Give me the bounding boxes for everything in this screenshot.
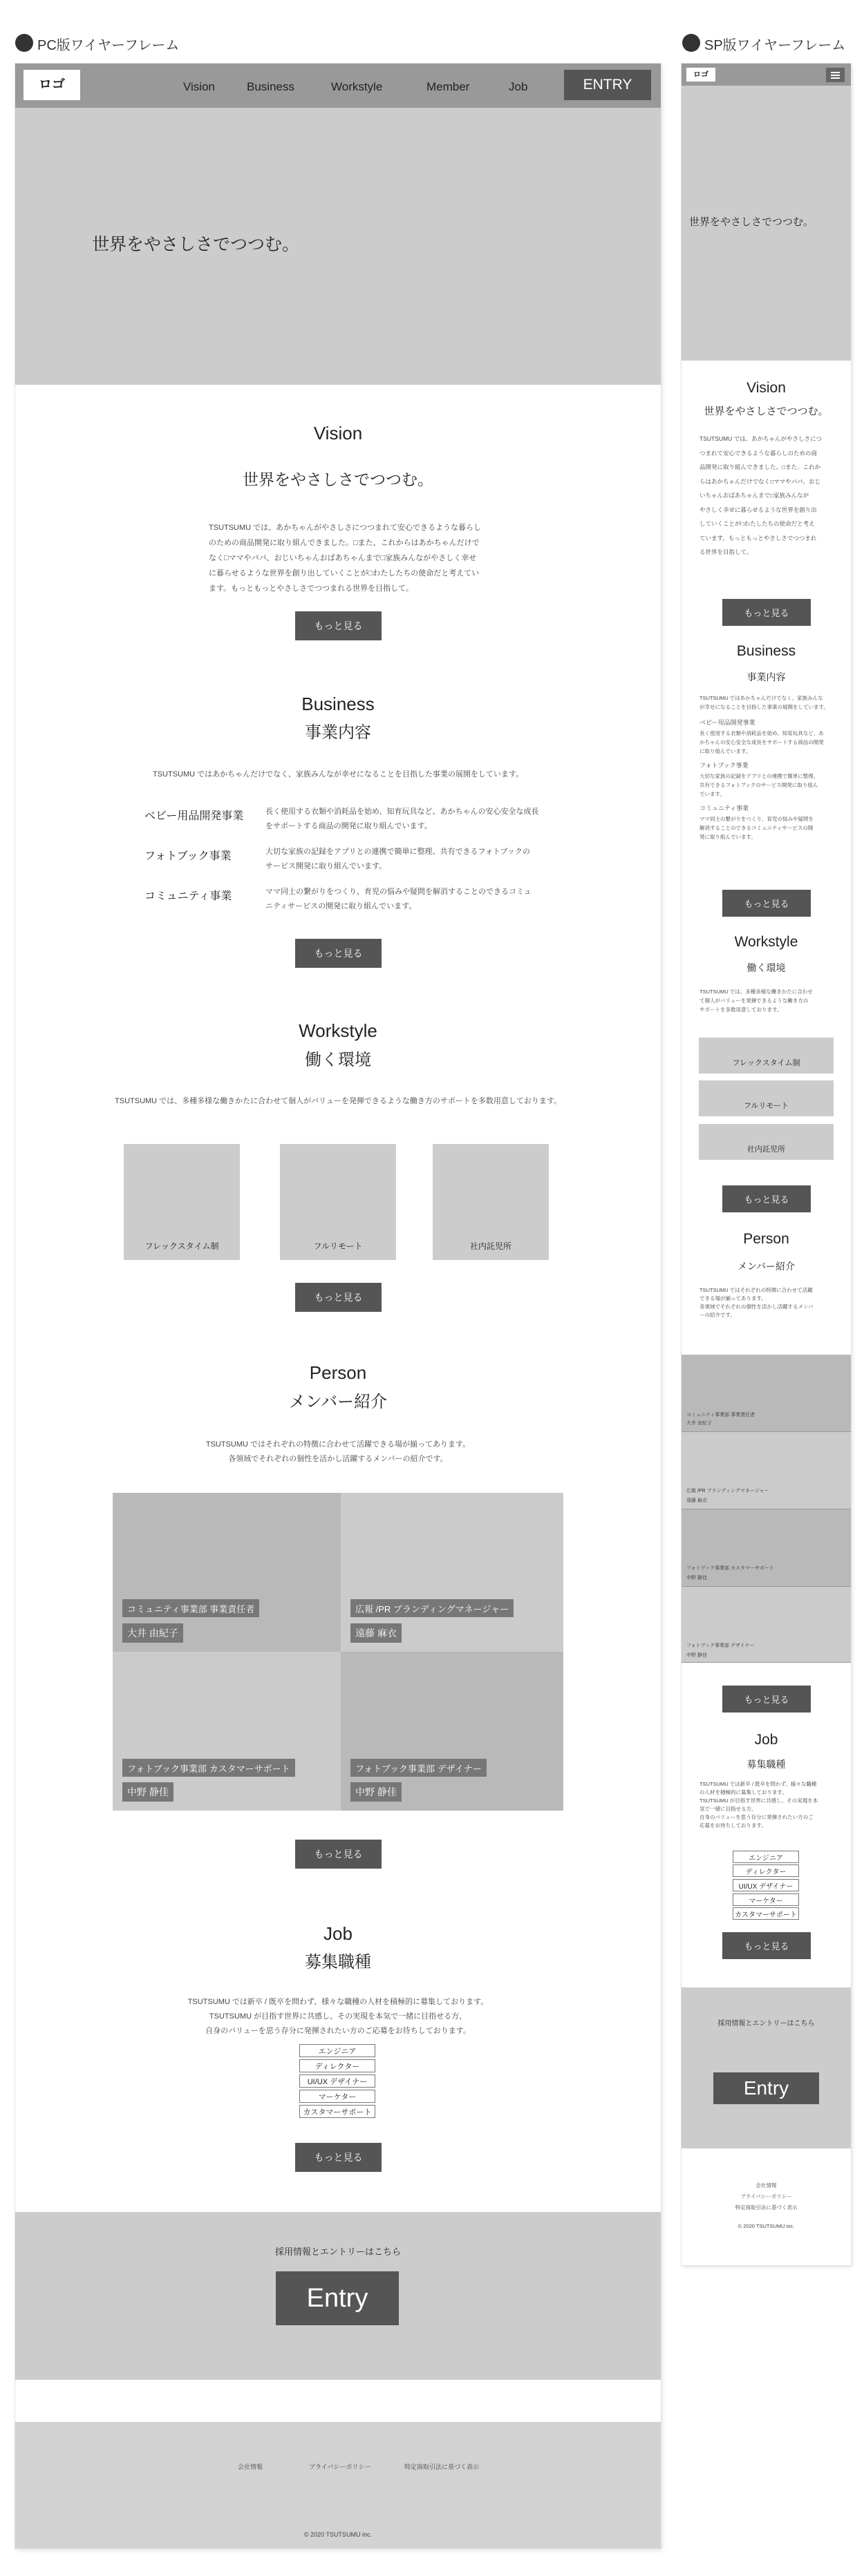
business-item-desc: [265, 885, 532, 914]
vision-body-line: TSUTSUMU では、あかちゃんがやさしさにつつまれて安心できるような暮らし: [209, 524, 481, 532]
sp-member-role: コミュニティ事業部 事業責任者: [686, 1413, 755, 1418]
business-item-desc: [265, 805, 539, 834]
footer-link-commerce[interactable]: 特定商取引法に基づく表示: [404, 2463, 480, 2470]
sp-job-title: Job: [754, 1732, 778, 1748]
vision-body-line: のための商品開発に取り組んできました。□また、これからはあかちゃんだけで: [209, 539, 480, 547]
sp-workstyle-card-remote[interactable]: [699, 1080, 834, 1116]
sp-business-item-name: ベビー用品開発事業: [699, 719, 755, 726]
sp-job-role-tag: マーケター: [733, 1893, 799, 1906]
nav-member[interactable]: Member: [426, 80, 470, 93]
member-role: フォトブック事業部 デザイナー: [350, 1759, 487, 1777]
sp-hero: [682, 86, 851, 361]
member-card[interactable]: [113, 1493, 341, 1652]
person-intro-line: 各領域でそれぞれの個性を活かし活躍するメンバーの紹介です。: [228, 1455, 448, 1463]
business-item-name: コミュニティ事業: [144, 890, 232, 902]
sp-job-role-tag: UI/UX デザイナー: [733, 1879, 799, 1891]
sp-member-card[interactable]: [682, 1432, 851, 1509]
sp-business-intro: [699, 694, 845, 712]
sp-business-desc-line: 長く使用する衣類や消耗品を始め、知育玩具など、あ: [699, 730, 824, 736]
sp-person-intro-line: できる場が揃ってあります。: [699, 1295, 767, 1301]
business-item-name: ベビー用品開発事業: [144, 810, 244, 822]
sp-footer: [682, 2148, 851, 2265]
job-intro-line: TSUTSUMU では新卒 / 既卒を問わず、様々な職種の人材を積極的に募集しております。: [187, 1998, 489, 2006]
vision-more-button[interactable]: もっと見る: [295, 611, 382, 640]
sp-workstyle-card-label: フルリモート: [743, 1102, 789, 1110]
sp-entry-banner: [682, 1987, 851, 2148]
sp-person-more-button[interactable]: もっと見る: [722, 1686, 811, 1712]
business-desc-line: ママ同士の繋がりをつくり、育児の悩みや疑問を解消することのできるコミュ: [265, 888, 532, 896]
sp-logo[interactable]: ロゴ: [686, 68, 715, 82]
sp-business-desc-line: 共有できるフォトブックのサービス開発に取り組ん: [699, 782, 818, 788]
sp-job-intro-line: の人材を積極的に募集しております。: [699, 1789, 787, 1795]
sp-person-intro-line: ーの紹介です。: [699, 1312, 735, 1318]
sp-person-intro: [699, 1286, 845, 1319]
sp-job-role-tag: カスタマーサポート: [733, 1907, 799, 1920]
job-role-tag: マーケター: [299, 2090, 375, 2103]
workstyle-card-label: フレックスタイム制: [144, 1241, 219, 1251]
pc-logo[interactable]: ロゴ: [24, 70, 80, 100]
person-intro: [15, 1438, 661, 1467]
person-title: Person: [309, 1362, 367, 1383]
job-intro-line: TSUTSUMU が目指す世界に共感し、その実現を本気で一緒に目指せる方、: [209, 2012, 467, 2021]
sp-footer-copyright: © 2020 TSUTSUMU inc.: [738, 2223, 795, 2229]
job-role-tag: UI/UX デザイナー: [299, 2074, 375, 2088]
sp-business-intro-line: が幸せになることを目指した事業の展開をしています。: [699, 704, 829, 710]
business-title: Business: [301, 694, 375, 714]
business-subtitle: 事業内容: [305, 723, 371, 742]
entry-banner-button[interactable]: Entry: [276, 2271, 399, 2325]
nav-business[interactable]: Business: [247, 80, 294, 93]
sp-workstyle-subtitle: 働く環境: [746, 962, 786, 973]
person-intro-line: TSUTSUMU ではそれぞれの特徴に合わせて活躍できる場が揃ってあります。: [205, 1440, 471, 1449]
sp-business-desc-line: かちゃんの安心安全な成長をサポートする商品の開発: [699, 739, 824, 745]
sp-person-subtitle: メンバー紹介: [737, 1261, 796, 1272]
member-name: 中野 静佳: [350, 1782, 402, 1802]
sp-vision-body-line: らはあかちゃんだけでなく□ママやパパ、おじ: [699, 477, 821, 485]
business-item-name: フォトブック事業: [144, 850, 232, 862]
sp-entry-banner-text: 採用情報とエントリーはこちら: [717, 2020, 815, 2028]
workstyle-card-label: 社内託児所: [469, 1241, 511, 1251]
sp-job-intro-line: TSUTSUMU では新卒 / 既卒を問わず、様々な職種: [699, 1781, 817, 1787]
member-role: コミュニティ事業部 事業責任者: [122, 1599, 259, 1617]
business-more-button[interactable]: もっと見る: [295, 939, 382, 968]
sp-vision-body: [699, 432, 838, 560]
workstyle-card-flextime[interactable]: [124, 1144, 240, 1260]
sp-workstyle-intro: [699, 987, 845, 1014]
sp-workstyle-intro-line: て個人がバリューを発揮できるような働き方の: [699, 998, 809, 1004]
sp-business-desc-line: でいます。: [699, 791, 725, 797]
sp-vision-more-button[interactable]: もっと見る: [722, 599, 811, 626]
sp-workstyle-more-button[interactable]: もっと見る: [722, 1185, 811, 1212]
sp-workstyle-card-label: フレックスタイム制: [732, 1059, 800, 1067]
sp-footer-link-privacy[interactable]: プライバシーポリシー: [740, 2193, 792, 2200]
sp-footer-link-commerce[interactable]: 特定商取引法に基づく表示: [735, 2204, 798, 2211]
sp-wireframe: [682, 64, 851, 2265]
footer-link-company[interactable]: 会社情報: [238, 2463, 263, 2470]
sp-member-role: 広報 /PR ブランディングマネージャー: [686, 1489, 769, 1494]
sp-job-intro-line: 気で一緒に目指せる方、: [699, 1806, 757, 1812]
sp-label-dot: [682, 34, 700, 52]
nav-vision[interactable]: Vision: [183, 80, 215, 93]
sp-hero-title: 世界をやさしさでつつむ。: [689, 216, 814, 228]
job-intro: [15, 1995, 661, 2039]
member-grid: [113, 1493, 563, 1811]
workstyle-card-remote[interactable]: [280, 1144, 396, 1260]
business-desc-line: サービス開発に取り組んでいます。: [265, 862, 387, 870]
sp-entry-banner-button[interactable]: Entry: [713, 2072, 819, 2104]
member-role: フォトブック事業部 カスタマーサポート: [122, 1759, 295, 1777]
sp-job-role-tag: エンジニア: [733, 1851, 799, 1863]
sp-job-intro-line: 応募をお待ちしております。: [699, 1822, 767, 1829]
sp-business-desc-line: 解消することのできるコミュニティサービスの開: [699, 825, 814, 831]
vision-body-line: ます。もっともっとやさしさでつつまれる世界を目指して。: [209, 584, 413, 593]
sp-member-name: 中野 静佳: [686, 1653, 707, 1658]
business-desc-line: 長く使用する衣類や消耗品を始め、知育玩具など、あかちゃんの安心安全な成長: [265, 808, 539, 816]
sp-business-subtitle: 事業内容: [746, 671, 786, 683]
vision-body-line: なく□ママやパパ、おじいちゃんおばあちゃんまで□家族みんながやさしく幸せ: [209, 554, 477, 562]
business-desc-line: ニティサービスの開発に取り組んでいます。: [265, 902, 417, 910]
member-name: 大井 由紀子: [122, 1623, 183, 1643]
vision-subtitle: 世界をやさしさでつつむ。: [243, 470, 433, 488]
sp-vision-body-line: ています。もっともっとやさしさでつつまれ: [699, 534, 817, 542]
sp-vision-body-line: 品開発に取り組んできました。□また、これか: [699, 464, 821, 470]
workstyle-intro: TSUTSUMU では、多種多様な働きかたに合わせて個人がバリューを発揮できるような働き方のサポートを多数用意しております。: [115, 1097, 561, 1105]
job-more-button[interactable]: もっと見る: [295, 2143, 382, 2172]
sp-person-title: Person: [743, 1231, 789, 1247]
person-subtitle: メンバー紹介: [288, 1393, 388, 1411]
sp-workstyle-card-flextime[interactable]: [699, 1038, 834, 1074]
sp-job-more-button[interactable]: もっと見る: [722, 1932, 811, 1959]
nav-job[interactable]: Job: [509, 80, 528, 93]
sp-member-name: 遠藤 麻衣: [686, 1498, 707, 1503]
footer-link-privacy[interactable]: プライバシーポリシー: [309, 2463, 371, 2470]
workstyle-more-button[interactable]: もっと見る: [295, 1283, 382, 1312]
entry-banner: [15, 2212, 661, 2380]
sp-business-intro-line: TSUTSUMU ではあかちゃんだけでなく、家族みんな: [699, 695, 823, 701]
member-role: 広報 /PR ブランディングマネージャー: [350, 1599, 514, 1617]
sp-business-desc-line: に取り組んでいます。: [699, 748, 751, 754]
sp-workstyle-card-daycare[interactable]: [699, 1124, 834, 1160]
sp-job-intro: [699, 1780, 845, 1830]
pc-label-dot: [15, 34, 33, 52]
workstyle-card-daycare[interactable]: [433, 1144, 549, 1260]
sp-vision-body-line: していくことが□わたしたちの使命だと考え: [699, 520, 815, 527]
nav-workstyle[interactable]: Workstyle: [331, 80, 383, 93]
pc-hero: [15, 108, 661, 385]
sp-vision-body-line: つまれて安心できるような暮らしのための商: [699, 449, 818, 457]
person-more-button[interactable]: もっと見る: [295, 1840, 382, 1869]
sp-business-more-button[interactable]: もっと見る: [722, 890, 811, 917]
pc-header: [15, 64, 661, 108]
sp-member-card[interactable]: [682, 1509, 851, 1587]
member-card[interactable]: [341, 1493, 563, 1652]
sp-business-item-name: コミュニティ事業: [699, 805, 749, 812]
workstyle-subtitle: 働く環境: [305, 1051, 371, 1069]
member-card[interactable]: [113, 1652, 341, 1811]
sp-vision-body-line: いちゃんおばあちゃんまで□家族みんなが: [699, 492, 809, 499]
sp-workstyle-intro-line: TSUTSUMU では、多種多様な働きかたに合わせ: [699, 989, 813, 995]
sp-member-name: 大井 由紀子: [686, 1421, 712, 1426]
hamburger-icon[interactable]: [826, 68, 845, 82]
vision-body: [209, 520, 499, 596]
sp-workstyle-intro-line: サポートを多数用意しております。: [699, 1006, 782, 1013]
member-name: 中野 静佳: [122, 1782, 173, 1802]
sp-vision-title: Vision: [746, 380, 786, 396]
vision-body-line: に暮らせるような世界を創り出していくことが□わたしたちの使命だと考えてい: [209, 569, 480, 578]
sp-member-card[interactable]: [682, 1587, 851, 1663]
job-intro-line: 自身のバリューを思う存分に発揮されたい方のご応募をお待ちしております。: [205, 2027, 471, 2035]
sp-business-title: Business: [736, 643, 796, 659]
sp-job-role-tag: ディレクター: [733, 1864, 799, 1877]
job-role-tag: エンジニア: [299, 2044, 375, 2057]
sp-member-role: フォトブック事業部 デザイナー: [686, 1643, 755, 1648]
sp-member-name: 中野 静佳: [686, 1576, 707, 1581]
job-role-tag: カスタマーサポート: [299, 2105, 375, 2118]
business-desc-line: 大切な家族の記録をアプリとの連携で簡単に整理、共有できるフォトブックの: [265, 848, 530, 856]
pc-wireframe-label: PC版ワイヤーフレーム: [37, 38, 180, 53]
sp-vision-body-line: TSUTSUMU では、あかちゃんがやさしさにつ: [699, 435, 822, 442]
sp-business-desc-line: ママ同士の繋がりをつくり、育児の悩みや疑問を: [699, 816, 814, 822]
workstyle-title: Workstyle: [299, 1020, 377, 1041]
workstyle-card-label: フルリモート: [313, 1241, 363, 1251]
sp-workstyle-card-label: 社内託児所: [747, 1145, 785, 1154]
sp-wireframe-label: SP版ワイヤーフレーム: [704, 38, 846, 53]
business-desc-line: をサポートする商品の開発に取り組んでいます。: [265, 822, 432, 830]
sp-business-items: [699, 717, 845, 841]
job-role-tag: ディレクター: [299, 2059, 375, 2072]
sp-workstyle-title: Workstyle: [734, 934, 798, 950]
sp-person-intro-line: 各領域でそれぞれの個性を活かし活躍するメンバ: [699, 1304, 814, 1310]
sp-footer-link-company[interactable]: 会社情報: [755, 2182, 777, 2188]
member-name: 遠藤 麻衣: [350, 1623, 402, 1643]
sp-business-desc-line: 発に取り組んでいます。: [699, 834, 756, 840]
sp-business-desc-line: 大切な家族の記録をアプリとの連携で簡単に整理、: [699, 773, 819, 779]
entry-banner-text: 採用情報とエントリーはこちら: [274, 2246, 401, 2257]
member-card[interactable]: [341, 1652, 563, 1811]
entry-button[interactable]: ENTRY: [564, 70, 651, 100]
hero-title: 世界をやさしさでつつむ。: [92, 235, 300, 254]
footer-copyright: © 2020 TSUTSUMU inc.: [304, 2531, 372, 2538]
sp-job-subtitle: 募集職種: [746, 1759, 786, 1770]
vision-title: Vision: [313, 423, 363, 443]
sp-header: [682, 64, 851, 86]
sp-job-intro-line: TSUTSUMU が目指す世界に共感し、その実現を本: [699, 1797, 818, 1804]
business-item-desc: [265, 845, 530, 874]
sp-job-intro-line: 自身のバリューを思う存分に発揮されたい方のご: [699, 1814, 814, 1820]
business-intro: TSUTSUMU ではあかちゃんだけでなく、家族みんなが幸せになることを目指した事業の展開をしています。: [152, 770, 524, 779]
job-title: Job: [323, 1923, 353, 1944]
job-subtitle: 募集職種: [305, 1953, 371, 1972]
sp-vision-body-line: やさしく幸せに暮らせるような世界を創り出: [699, 506, 817, 513]
sp-business-item-name: フォトブック事業: [699, 762, 749, 769]
sp-member-card[interactable]: [682, 1355, 851, 1432]
sp-vision-body-line: る世界を目指して。: [699, 548, 753, 555]
pc-footer: [15, 2422, 661, 2548]
pc-wireframe: [15, 64, 661, 2548]
sp-person-intro-line: TSUTSUMU ではそれぞれの特徴に合わせて活躍: [699, 1287, 813, 1293]
sp-member-role: フォトブック事業部 カスタマーサポート: [686, 1566, 774, 1571]
sp-vision-subtitle: 世界をやさしさでつつむ。: [704, 406, 829, 417]
